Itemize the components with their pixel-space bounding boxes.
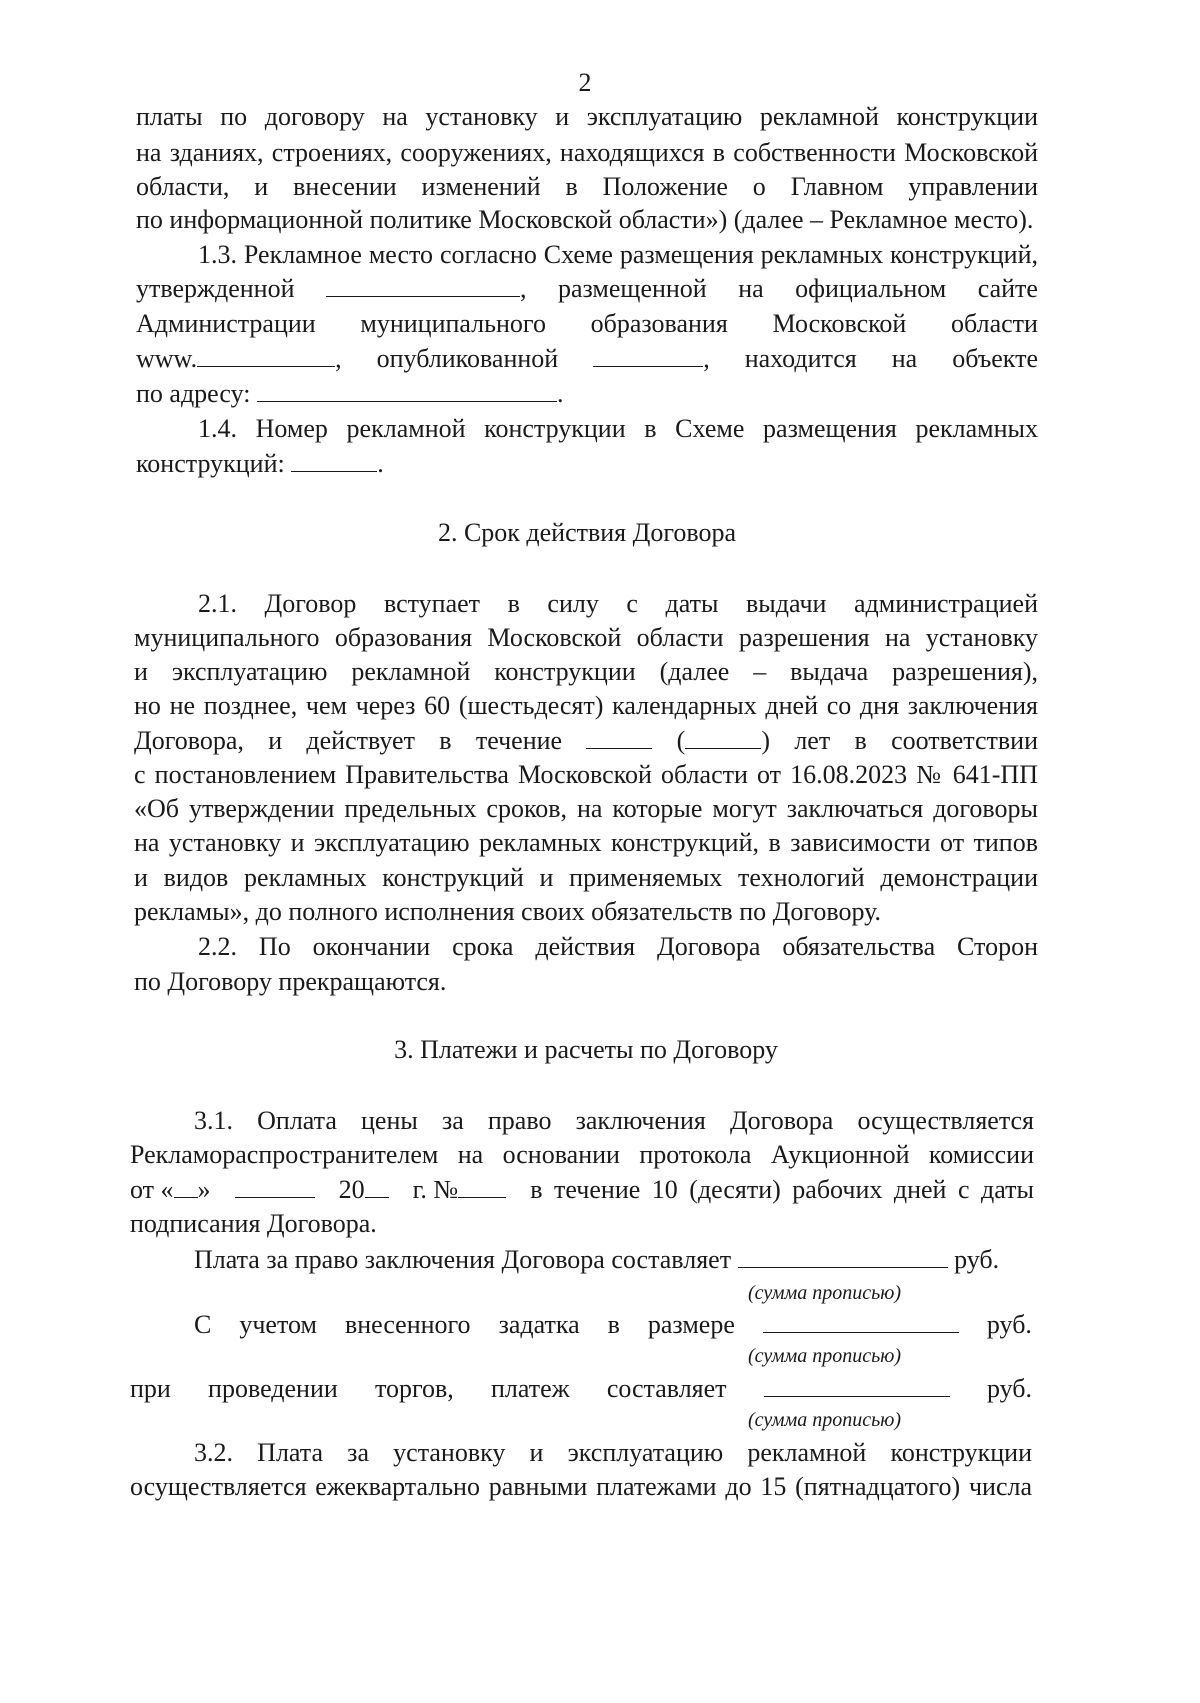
text: находится <box>744 344 857 373</box>
year-group: 20 <box>339 1173 389 1207</box>
text: размещенной <box>557 274 707 303</box>
term-words-blank <box>685 724 761 749</box>
text: Администрации <box>136 309 316 338</box>
page-number: 2 <box>578 68 592 97</box>
number-blank <box>291 447 377 472</box>
text: руб. <box>986 1374 1032 1403</box>
text: задатка <box>498 1310 580 1339</box>
payment-line <box>130 1372 1032 1406</box>
deposit-sum-note: (сумма прописью) <box>748 1345 902 1367</box>
intro-line-4: по информационной политике Московской области») (далее – Рекламное место). <box>136 205 1034 234</box>
text: размере <box>647 1310 735 1339</box>
p2-2-line-2: по Договору прекращаются. <box>134 967 447 996</box>
payment-sum-note: (сумма прописью) <box>748 1409 902 1431</box>
p3-1-line-4: подписания Договора. <box>130 1209 377 1238</box>
text: и <box>268 726 283 755</box>
text: Московской <box>772 309 907 338</box>
p3-1-line-1: 3.1. Оплата цены за право заключения Договора осуществляется <box>194 1106 1034 1135</box>
text: С <box>194 1310 212 1339</box>
date-group: от « » <box>130 1175 211 1204</box>
protocol-number-group: г. № <box>413 1173 507 1207</box>
text: области <box>951 309 1038 338</box>
text: торгов, <box>374 1374 454 1403</box>
p1-3-line-2 <box>136 272 1038 306</box>
p3-2-line-2: осуществляется ежеквартально равными платежами до 15 (пятнадцатого) числа <box>130 1472 1032 1501</box>
p3-1-line-3 <box>130 1173 1034 1207</box>
p2-1-line-3: и эксплуатацию рекламной конструкции (далее – выдача разрешения), <box>134 657 1038 686</box>
approval-blank-group: , <box>326 272 527 306</box>
text: внесенного <box>344 1310 471 1339</box>
p2-1-line-4: но не позднее, чем через 60 (шестьдесят) календарных дней со дня заключения <box>134 691 1038 720</box>
text: руб. <box>986 1310 1032 1339</box>
text: на <box>738 274 764 303</box>
address-blank <box>257 377 557 402</box>
p1-4-line-2: конструкций: . <box>136 449 384 478</box>
text: объекте <box>952 344 1038 373</box>
published-blank <box>593 342 703 367</box>
text: действует <box>306 726 415 755</box>
text: утвержденной <box>136 274 295 303</box>
p2-1-line-2: муниципального образования Московской области разрешения на установку <box>134 623 1038 652</box>
intro-line-3: области, и внесении изменений в Положение о Главном управлении <box>136 172 1038 201</box>
text: опубликованной <box>376 344 559 373</box>
intro-line-2: на зданиях, строениях, сооружениях, находящихся в собственности Московской <box>136 138 1038 167</box>
section-2-title: 2. Срок действия Договора <box>437 518 737 547</box>
p1-3-line-4 <box>136 342 1038 376</box>
p2-1-line-10: рекламы», до полного исполнения своих обязательств по Договору. <box>134 897 882 926</box>
p3-2-line-1: 3.2. Плата за установку и эксплуатацию рекламной конструкции <box>194 1438 1032 1467</box>
text: учетом <box>239 1310 317 1339</box>
p2-1-line-9: и видов рекламных конструкций и применяемых технологий демонстрации <box>134 863 1038 892</box>
text: лет <box>794 726 831 755</box>
p1-3-line-5: по адресу: . <box>136 379 564 408</box>
text: в <box>607 1310 620 1339</box>
p1-3-line-1: 1.3. Рекламное место согласно Схеме размещения рекламных конструкций, <box>198 240 1038 269</box>
section-3-title: 3. Платежи и расчеты по Договору <box>394 1035 778 1064</box>
text: составляет <box>606 1374 727 1403</box>
day-blank <box>174 1173 198 1198</box>
deposit-blank <box>763 1308 959 1333</box>
text: на <box>891 344 918 373</box>
text: платеж <box>491 1374 570 1403</box>
payment-blank <box>764 1372 950 1397</box>
fee-sum-note: (сумма прописью) <box>748 1282 902 1304</box>
p2-1-line-1: 2.1. Договор вступает в силу с даты выдачи администрацией <box>198 589 1038 618</box>
website-blank <box>197 342 335 367</box>
text: муниципального <box>360 309 546 338</box>
p3-1-line-2: Рекламораспространителем на основании протокола Аукционной комиссии <box>130 1140 1034 1169</box>
p1-4-line-1: 1.4. Номер рекламной конструкции в Схеме размещения рекламных <box>198 414 1038 443</box>
term-words-group: ( ) <box>676 726 771 755</box>
protocol-number-blank <box>458 1173 506 1198</box>
p2-1-line-6: с постановлением Правительства Московской области от 16.08.2023 № 641-ПП <box>134 760 1038 789</box>
text: течение <box>475 726 563 755</box>
approval-blank <box>326 272 520 297</box>
deposit-line <box>194 1308 1032 1342</box>
text: Договора, <box>134 726 244 755</box>
intro-line-1: платы по договору на установку и эксплуатацию рекламной конструкции <box>136 102 1038 131</box>
fee-blank <box>738 1243 948 1268</box>
month-blank <box>235 1173 315 1198</box>
text: соответствии <box>891 726 1038 755</box>
text: в течение 10 (десяти) рабочих дней с даты <box>530 1175 1034 1204</box>
text: образования <box>590 309 728 338</box>
fee-line: Плата за право заключения Договора составляет руб. <box>194 1245 1000 1274</box>
p2-1-line-7: «Об утверждении предельных сроков, на которые могут заключаться договоры <box>134 794 1038 823</box>
text: в <box>854 726 867 755</box>
text: проведении <box>208 1374 338 1403</box>
text: при <box>130 1374 171 1403</box>
p2-1-line-8: на установку и эксплуатацию рекламных конструкций, в зависимости от типов <box>134 828 1038 857</box>
text: официальном <box>795 274 947 303</box>
text: в <box>439 726 452 755</box>
website-group: www. , <box>136 344 342 373</box>
term-blank <box>586 724 652 749</box>
p2-2-line-1: 2.2. По окончании срока действия Договора обязательства Сторон <box>198 932 1038 961</box>
year-blank <box>365 1173 389 1198</box>
p2-1-line-5 <box>134 724 1038 758</box>
p1-3-line-3 <box>136 307 1038 341</box>
text: сайте <box>977 274 1038 303</box>
published-blank-group: , <box>593 342 710 376</box>
